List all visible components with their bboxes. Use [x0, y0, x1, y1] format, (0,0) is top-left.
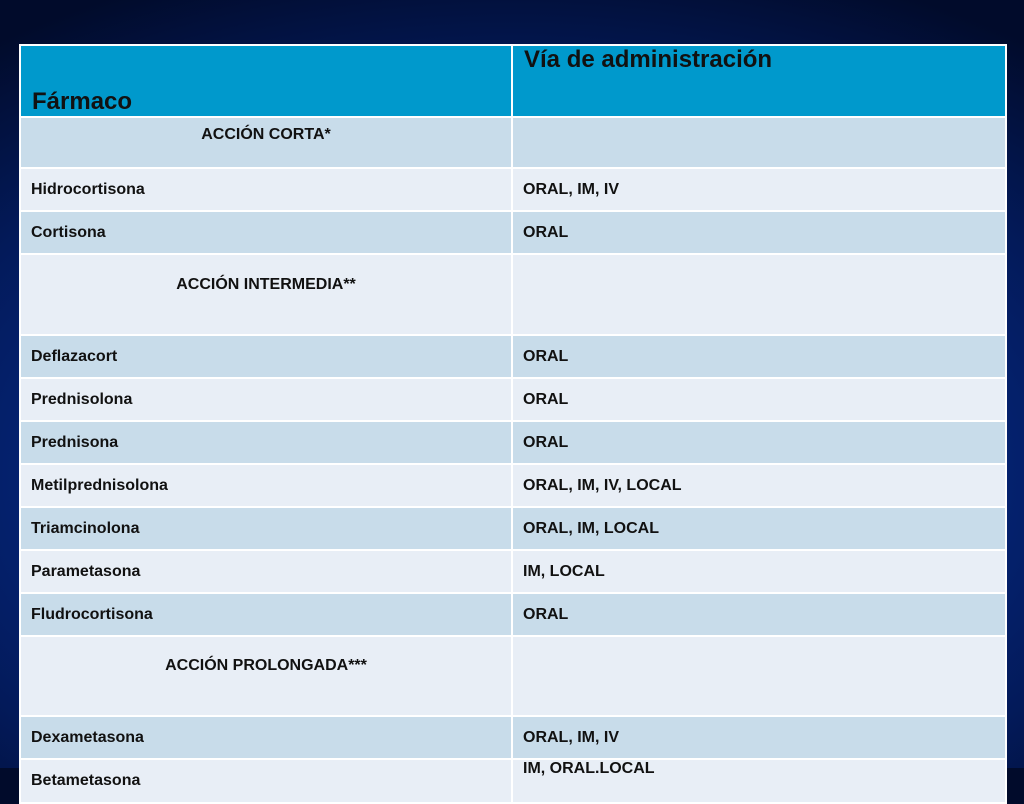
table-row [20, 593, 1006, 636]
drug-cell: Parametasona [20, 550, 512, 593]
header-route: Vía de administración [512, 45, 1006, 117]
table-row-group-intermediate [20, 254, 1006, 335]
drug-cell: Triamcinolona [20, 507, 512, 550]
table-row [20, 759, 1006, 803]
table-row-group-short [20, 117, 1006, 168]
route-cell: ORAL [512, 421, 1006, 464]
table-row [20, 550, 1006, 593]
drug-cell: Fludrocortisona [20, 593, 512, 636]
drug-cell: Metilprednisolona [20, 464, 512, 507]
table-row [20, 211, 1006, 254]
route-cell: IM, LOCAL [512, 550, 1006, 593]
route-cell: ORAL [512, 593, 1006, 636]
table-row [20, 464, 1006, 507]
drug-cell: Betametasona [20, 759, 512, 803]
drug-route-table [19, 44, 1007, 804]
table-row [20, 378, 1006, 421]
group-label: ACCIÓN PROLONGADA*** [20, 636, 512, 716]
route-cell: IM, ORAL.LOCAL [512, 759, 1006, 803]
route-cell: ORAL, IM, IV [512, 168, 1006, 211]
drug-cell: Deflazacort [20, 335, 512, 378]
drug-cell: Dexametasona [20, 716, 512, 759]
table-header-row [20, 45, 1006, 117]
route-cell: ORAL [512, 378, 1006, 421]
route-cell: ORAL [512, 211, 1006, 254]
table-row [20, 168, 1006, 211]
route-cell: ORAL, IM, IV [512, 716, 1006, 759]
table-row-group-long [20, 636, 1006, 716]
header-drug: Fármaco [20, 45, 512, 117]
drug-cell: Prednisolona [20, 378, 512, 421]
slide-table-container [19, 44, 1005, 789]
group-label: ACCIÓN CORTA* [20, 117, 512, 168]
route-cell: ORAL [512, 335, 1006, 378]
drug-cell: Cortisona [20, 211, 512, 254]
route-cell: ORAL, IM, IV, LOCAL [512, 464, 1006, 507]
drug-cell: Prednisona [20, 421, 512, 464]
drug-cell: Hidrocortisona [20, 168, 512, 211]
table-row [20, 335, 1006, 378]
route-cell [512, 254, 1006, 335]
route-cell: ORAL, IM, LOCAL [512, 507, 1006, 550]
route-cell [512, 117, 1006, 168]
table-row [20, 716, 1006, 759]
table-row [20, 421, 1006, 464]
table-row [20, 507, 1006, 550]
group-label: ACCIÓN INTERMEDIA** [20, 254, 512, 335]
route-cell [512, 636, 1006, 716]
